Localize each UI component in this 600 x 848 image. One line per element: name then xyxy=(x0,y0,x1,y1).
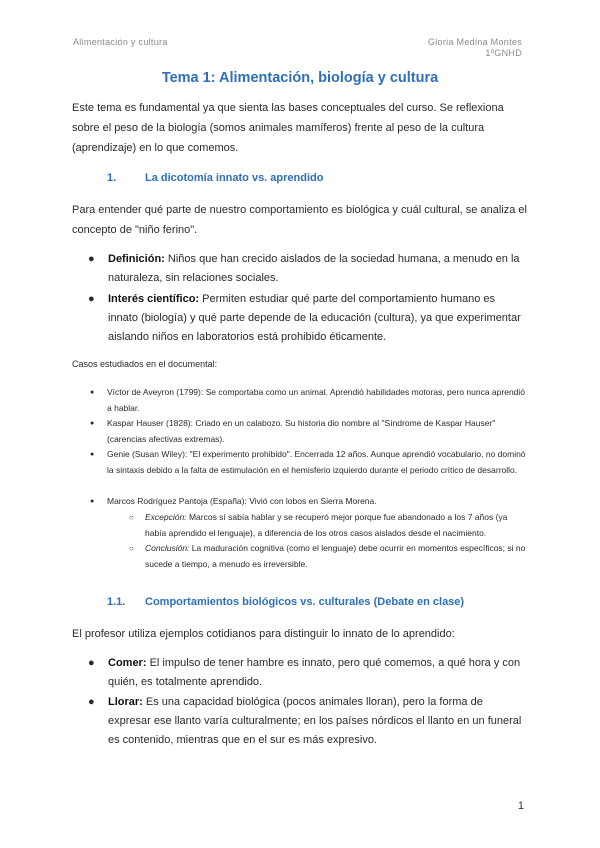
bullet-definicion: ● Definición: Niños que han crecido aislados de la sociedad humana, a menudo en la naturaleza, sin relaciones sociales. xyxy=(108,250,528,288)
section-11-number: 1.1. xyxy=(107,596,126,608)
header-right xyxy=(428,37,522,59)
bullet-dot-icon: ● xyxy=(90,498,95,505)
bullet-interes: ● Interés científico: Permiten estudiar qué parte del comportamiento humano es innato (biología) y qué parte depende de la educación (cultura), ya que experimentar aislando niños en laboratorios está prohibido éticamente. xyxy=(108,290,528,347)
author-name: Gloria Medina Montes xyxy=(427,37,522,47)
section-11-heading: Comportamientos biológicos vs. culturales (Debate en clase) xyxy=(145,596,465,608)
course-code: 1ºGNHD xyxy=(485,48,522,58)
sub-excepcion: ○ Excepción: Marcos sí sabía hablar y se recuperó mejor porque fue abandonado a los 7 años (ya había aprendido el lenguaje), a diferencia de los otros casos aislados desde el nacimiento. xyxy=(129,512,508,538)
page-title: Tema 1: Alimentación, biología y cultura xyxy=(161,70,439,86)
section-1-paragraph: Para entender qué parte de nuestro comportamiento es biológica y cuál cultural, se analiza el concepto de "niño ferino". xyxy=(72,204,527,236)
bullet-dot-icon: ● xyxy=(88,657,95,669)
bullet-circle-icon: ○ xyxy=(129,513,134,522)
bullet-dot-icon: ● xyxy=(88,293,95,305)
bullet-dot-icon: ● xyxy=(88,696,95,708)
page-number: 1 xyxy=(517,800,524,812)
header-left: Alimentación y cultura xyxy=(73,37,168,47)
case-kaspar: ● Kaspar Hauser (1828): Criado en un calabozo. Su historia dio nombre al "Síndrome de Kaspar Hauser" (carencias afectivas extremas). xyxy=(90,418,496,444)
section-1-heading: La dicotomía innato vs. aprendido xyxy=(145,172,324,184)
section-1-number: 1. xyxy=(107,172,117,184)
bullet-llorar: ● Llorar: Es una capacidad biológica (pocos animales lloran), pero la forma de expresar ese llanto varía culturalmente; en los países nórdicos el llanto en un funeral es contenido, mientras que en el sur es más expresivo. xyxy=(108,693,528,750)
bullet-circle-icon: ○ xyxy=(129,544,134,553)
case-genie: ● Genie (Susan Wiley): "El experimento prohibido". Encerrada 12 años. Aunque aprendió vocabulario, no dominó la sintaxis debido a la falta de estimulación en el hemisferio izquierdo durante el periodo crítico de desarrollo. xyxy=(90,449,526,475)
sub-conclusion: ○ Conclusión: La maduración cognitiva (como el lenguaje) debe ocurrir en momentos específicos; si no sucede a tiempo, a menudo es irreversible. xyxy=(129,543,526,569)
case-victor: ● Víctor de Aveyron (1799): Se comportaba como un animal. Aprendió habilidades motoras, pero nunca aprendió a hablar. xyxy=(90,387,526,413)
bullet-dot-icon: ● xyxy=(88,253,95,265)
case-marcos: ● Marcos Rodríguez Pantoja (España): Vivió con lobos en Sierra Morena. xyxy=(107,494,527,510)
bullet-comer: ● Comer: El impulso de tener hambre es innato, pero qué comemos, a qué hora y con quién, es totalmente aprendido. xyxy=(108,654,528,692)
bullet-dot-icon: ● xyxy=(90,420,95,427)
cases-label: Casos estudiados en el documental: xyxy=(72,359,218,369)
intro-paragraph: Este tema es fundamental ya que sienta las bases conceptuales del curso. Se reflexiona sobre el peso de la biología (somos animales mamíferos) frente al peso de la cultura (aprendizaje) en lo que comemos. xyxy=(72,102,504,154)
section-11-paragraph: El profesor utiliza ejemplos cotidianos para distinguir lo innato de lo aprendido: xyxy=(72,628,455,640)
bullet-dot-icon: ● xyxy=(90,451,95,458)
bullet-dot-icon: ● xyxy=(90,389,95,396)
